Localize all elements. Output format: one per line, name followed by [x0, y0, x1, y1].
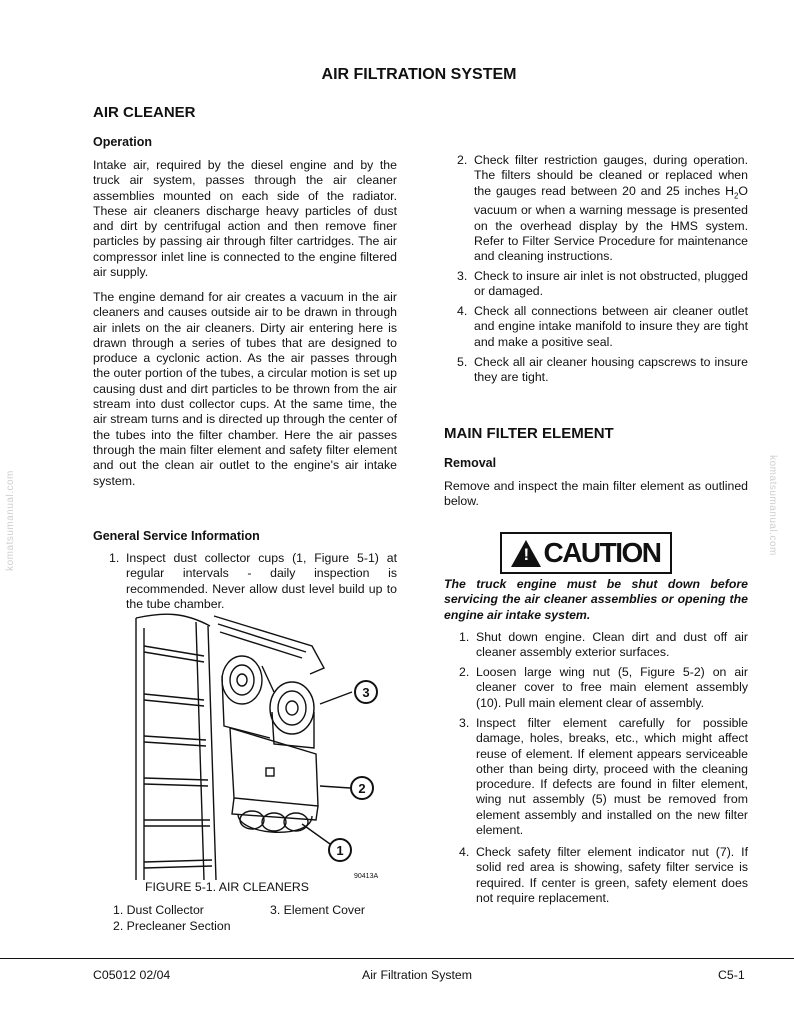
list-number: 2. [457, 153, 468, 167]
list-item [459, 845, 748, 906]
list-text: Inspect filter element carefully for possible damage, holes, breaks, etc., which might affect reuse of element. If element appears serviceable other than being dirty, proceed with the cleaning procedure. If defects are found in filter element, wing nut assembly (5) must be removed from element assembly and installed on the new filter element. [476, 716, 748, 838]
list-text: Check all connections between air cleaner outlet and engine intake manifold to insure they are tight and make a positive seal. [474, 304, 748, 349]
heading-removal: Removal [444, 456, 497, 470]
list-number: 1. [109, 551, 120, 565]
list-number: 4. [457, 304, 468, 318]
list-item [457, 153, 748, 265]
caution-label [500, 532, 672, 574]
list-item [459, 630, 748, 661]
list-text: Inspect dust collector cups (1, Figure 5-1) at regular intervals - daily inspection is recommended. Never allow dust level build up to the tube chamber. [126, 551, 397, 611]
callout-1: 1 [336, 843, 344, 858]
operation-paragraph-1: Intake air, required by the diesel engine and by the truck air system, passes through the air cleaner assemblies mounted on each side of the radiator. These air cleaners discharge heavy particles of dust and dirt by centrifugal action and then remove finer particles by passing air through filter cartridges. The air compressor inlet line is connected to the engine filtered air supply. [93, 158, 397, 280]
list-item [459, 665, 748, 711]
list-item [457, 304, 748, 350]
callout-2: 2 [358, 781, 366, 796]
list-number: 3. [459, 716, 470, 730]
caution-word: CAUTION [543, 537, 661, 568]
section-title-main-filter: MAIN FILTER ELEMENT [444, 425, 614, 442]
footer-section: Air Filtration System [362, 968, 473, 982]
callout-3: 3 [362, 685, 370, 700]
list-number: 3. [457, 269, 468, 283]
list-number: 5. [457, 355, 468, 369]
section-title-air-cleaner: AIR CLEANER [93, 104, 196, 121]
removal-intro: Remove and inspect the main filter element as outlined below. [444, 479, 748, 509]
footer-doc-code: C05012 02/04 [93, 968, 171, 982]
list-text: Loosen large wing nut (5, Figure 5-2) on air cleaner cover to free main element assembly (10). Pull main element clear of assembly. [476, 665, 748, 710]
legend-item-3: 3. Element Cover [270, 903, 366, 917]
legend-item-2: 2. Precleaner Section [113, 919, 231, 933]
footer-divider [0, 958, 794, 959]
watermark-left: komatsumanual.com [4, 470, 16, 571]
figure-code: 90413A [354, 873, 379, 880]
legend-item-1: 1. Dust Collector [113, 903, 204, 917]
watermark-right: komatsumanual.com [766, 455, 778, 556]
operation-paragraph-2: The engine demand for air creates a vacuum in the air cleaners and causes outside air to be drawn in through air inlets on the air cleaners. Dirty air entering here is drawn through a series of tubes that are designed to produce a cyclonic action. As the air passes through the outer portion of the tubes, a circular motion is set up causing dust and dirt particles to be thrown from the air stream into dust collector cups. At the same time, the air stream turns and is directed up through the center of the tubes into the filter chamber. Here the air passes through the main filter element and safety filter element and out the clean air outlet to the engine's air intake system. [93, 290, 397, 488]
list-text: Shut down engine. Clean dirt and dust off air cleaner assembly exterior surfaces. [476, 630, 748, 660]
heading-general-service: General Service Information [93, 529, 260, 543]
list-text: Check safety filter element indicator nut (7). If solid red area is showing, safety filter service is required. If center is green, safety element does not require replacement. [476, 845, 748, 905]
air-cleaner-illustration [134, 608, 394, 884]
list-number: 1. [459, 630, 470, 644]
warning-text: The truck engine must be shut down before servicing the air cleaner assemblies or opening the engine air intake system. [444, 577, 748, 622]
list-item [459, 716, 748, 838]
list-item [457, 269, 748, 300]
figure-caption: FIGURE 5-1. AIR CLEANERS [145, 880, 310, 894]
list-number: 2. [459, 665, 470, 679]
subscript: 2 [733, 191, 739, 201]
list-item [109, 551, 397, 612]
list-item [457, 355, 748, 386]
footer-page-number: C5-1 [718, 968, 745, 982]
page-title: AIR FILTRATION SYSTEM [321, 66, 517, 83]
list-text: Check filter restriction gauges, during operation. The filters should be cleaned or replaced when the gauges read between 20 and 25 inches H [474, 153, 748, 198]
warning-triangle-icon: ! [511, 540, 541, 567]
heading-operation: Operation [93, 135, 153, 149]
list-text: Check to insure air inlet is not obstructed, plugged or damaged. [474, 269, 748, 299]
list-text: Check all air cleaner housing capscrews to insure they are tight. [474, 355, 748, 385]
list-number: 4. [459, 845, 470, 859]
list-text-cont: O vacuum or when a warning message is presented on the overhead display by the HMS system. Refer to Filter Service Procedure for maintenance and cleaning instructions. [474, 183, 748, 264]
